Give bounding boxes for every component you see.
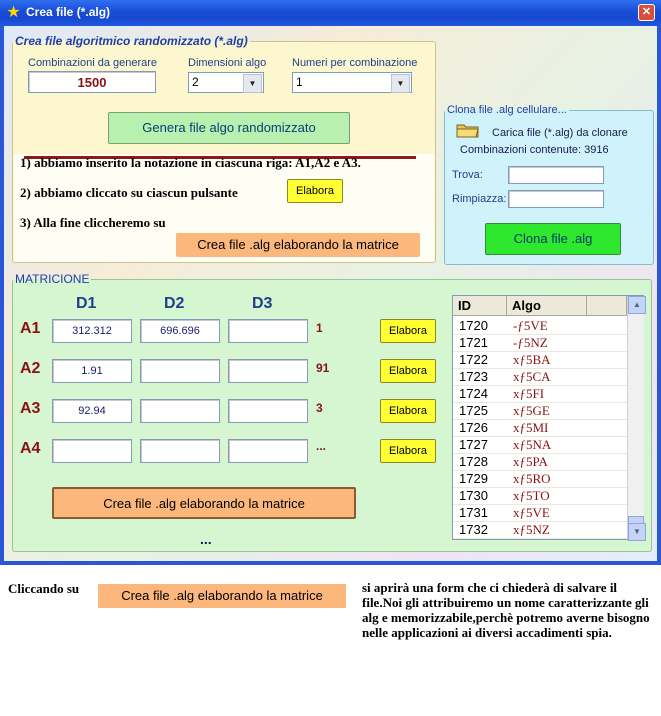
list-item-id: 1726 [459,420,488,435]
chevron-up-icon[interactable]: ▲ [628,296,646,314]
list-item-algo: xƒ5FI [513,386,545,401]
trova-input[interactable] [508,166,604,184]
list-item[interactable] [453,334,627,352]
list-item-id: 1727 [459,437,488,452]
clona-button[interactable]: Clona file .alg [485,223,621,255]
list-item-id: 1730 [459,488,488,503]
list-item-algo: xƒ5TO [513,488,550,503]
random-file-legend: Crea file algoritmico randomizzato (*.alg) [15,34,248,48]
list-item-algo: xƒ5NA [513,437,552,452]
step-3-text: 3) Alla fine cliccheremo su [20,215,166,230]
list-item[interactable] [453,368,627,386]
step-1-text: 1) abbiamo inserito la notazione in ciascuna riga: A1,A2 e A3. [20,155,361,170]
list-header-blank [587,296,627,316]
elabora-button-a2[interactable]: Elabora [380,359,436,383]
close-button[interactable]: ✕ [638,4,655,21]
bottom-left-text: Cliccando su [8,581,80,596]
carica-label[interactable]: Carica file (*.alg) da clonare [492,127,628,139]
list-item-id: 1720 [459,318,488,333]
matrix-legend: MATRICIONE [15,272,90,286]
list-item[interactable] [453,351,627,369]
combinazioni-label: Combinazioni da generare [28,57,158,69]
list-item-algo: -ƒ5VE [513,318,548,333]
row-label-a3: A3 [20,400,41,417]
cell-a1-d3[interactable] [228,319,308,343]
step-3-crea-button[interactable]: Crea file .alg elaborando la matrice [176,233,420,257]
row-label-a2: A2 [20,360,41,377]
list-item-algo: -ƒ5NZ [513,335,548,350]
list-item[interactable] [453,419,627,437]
combinazioni-contenute: Combinazioni contenute: 3916 [460,144,609,156]
list-item[interactable] [453,504,627,522]
list-item-algo: xƒ5GE [513,403,550,418]
chevron-down-icon[interactable]: ▼ [628,523,646,541]
rimpiazza-input[interactable] [508,190,604,208]
list-header [453,296,627,316]
algo-list[interactable] [452,295,644,540]
title-bar[interactable] [0,0,661,26]
genera-button[interactable]: Genera file algo randomizzato [108,112,350,144]
cell-a3-d1[interactable]: 92.94 [52,399,132,423]
cell-a1-d2[interactable]: 696.696 [140,319,220,343]
list-item-algo: xƒ5NZ [513,522,550,537]
list-item-algo: xƒ5PA [513,454,548,469]
list-header-id[interactable]: ID [453,296,507,316]
list-item-id: 1725 [459,403,488,418]
matrix-crea-button[interactable]: Crea file .alg elaborando la matrice [52,487,356,519]
cell-a2-d1[interactable]: 1.91 [52,359,132,383]
list-item-id: 1728 [459,454,488,469]
list-item-id: 1721 [459,335,488,350]
row-count-a4: ... [316,439,327,453]
list-item-algo: xƒ5RO [513,471,551,486]
list-item[interactable] [453,317,627,335]
window-client [4,26,657,561]
folder-icon[interactable] [456,122,480,138]
cell-a4-d3[interactable] [228,439,308,463]
row-label-a4: A4 [20,440,41,457]
list-item-algo: xƒ5CA [513,369,551,384]
cell-a4-d2[interactable] [140,439,220,463]
step-2-text: 2) abbiamo cliccato su ciascun pulsante [20,185,238,200]
row-count-a1: 1 [316,321,323,335]
cell-a2-d3[interactable] [228,359,308,383]
bottom-right-text: si aprirà una form che ci chiederà di salvare il file.Noi gli attribuiremo un nome caratterizzante gli alg e memorizzabile,perchè potremo averne bisogno nelle applicazioni ai diversi accadimenti spia. [362,580,650,640]
list-item-id: 1722 [459,352,488,367]
list-item-id: 1723 [459,369,488,384]
list-item[interactable] [453,470,627,488]
list-item[interactable] [453,521,627,539]
chevron-down-icon[interactable]: ▼ [243,74,262,93]
list-item[interactable] [453,385,627,403]
star-icon: ★ [6,4,21,21]
bottom-crea-button[interactable]: Crea file .alg elaborando la matrice [98,584,346,608]
row-label-a1: A1 [20,320,41,337]
elabora-button-a1[interactable]: Elabora [380,319,436,343]
cell-a2-d2[interactable] [140,359,220,383]
list-header-algo[interactable]: Algo [507,296,587,316]
list-item-id: 1724 [459,386,488,401]
list-item-algo: xƒ5MI [513,420,549,435]
elabora-button-a4[interactable]: Elabora [380,439,436,463]
list-item-algo: xƒ5BA [513,352,551,367]
cell-a3-d3[interactable] [228,399,308,423]
clone-legend: Clona file .alg cellulare... [447,104,567,116]
list-item-id: 1732 [459,522,488,537]
column-header-d3: D3 [252,295,273,312]
list-scrollbar[interactable] [627,296,644,539]
list-item[interactable] [453,487,627,505]
combinazioni-input[interactable]: 1500 [28,71,156,93]
list-item-id: 1731 [459,505,488,520]
rimpiazza-label: Rimpiazza: [452,193,507,205]
cell-a4-d1[interactable] [52,439,132,463]
dimensioni-value: 2 [192,75,199,89]
list-item[interactable] [453,402,627,420]
list-item-algo: xƒ5VE [513,505,550,520]
row-count-a3: 3 [316,401,323,415]
dimensioni-label: Dimensioni algo [188,57,267,69]
matrix-ellipsis: ... [200,531,212,547]
cell-a1-d1[interactable]: 312.312 [52,319,132,343]
elabora-button-a3[interactable]: Elabora [380,399,436,423]
column-header-d1: D1 [76,295,97,312]
row-count-a2: 91 [316,361,330,375]
cell-a3-d2[interactable] [140,399,220,423]
numeri-label: Numeri per combinazione [292,57,418,69]
window-title: Crea file (*.alg) [26,5,111,19]
list-item[interactable] [453,436,627,454]
chevron-down-icon[interactable]: ▼ [391,74,410,93]
numeri-select[interactable] [292,72,412,93]
list-item-id: 1729 [459,471,488,486]
column-header-d2: D2 [164,295,185,312]
dimensioni-select[interactable] [188,72,264,93]
numeri-value: 1 [296,75,303,89]
step-2-elabora-button[interactable]: Elabora [287,179,343,203]
list-item[interactable] [453,453,627,471]
trova-label: Trova: [452,169,483,181]
